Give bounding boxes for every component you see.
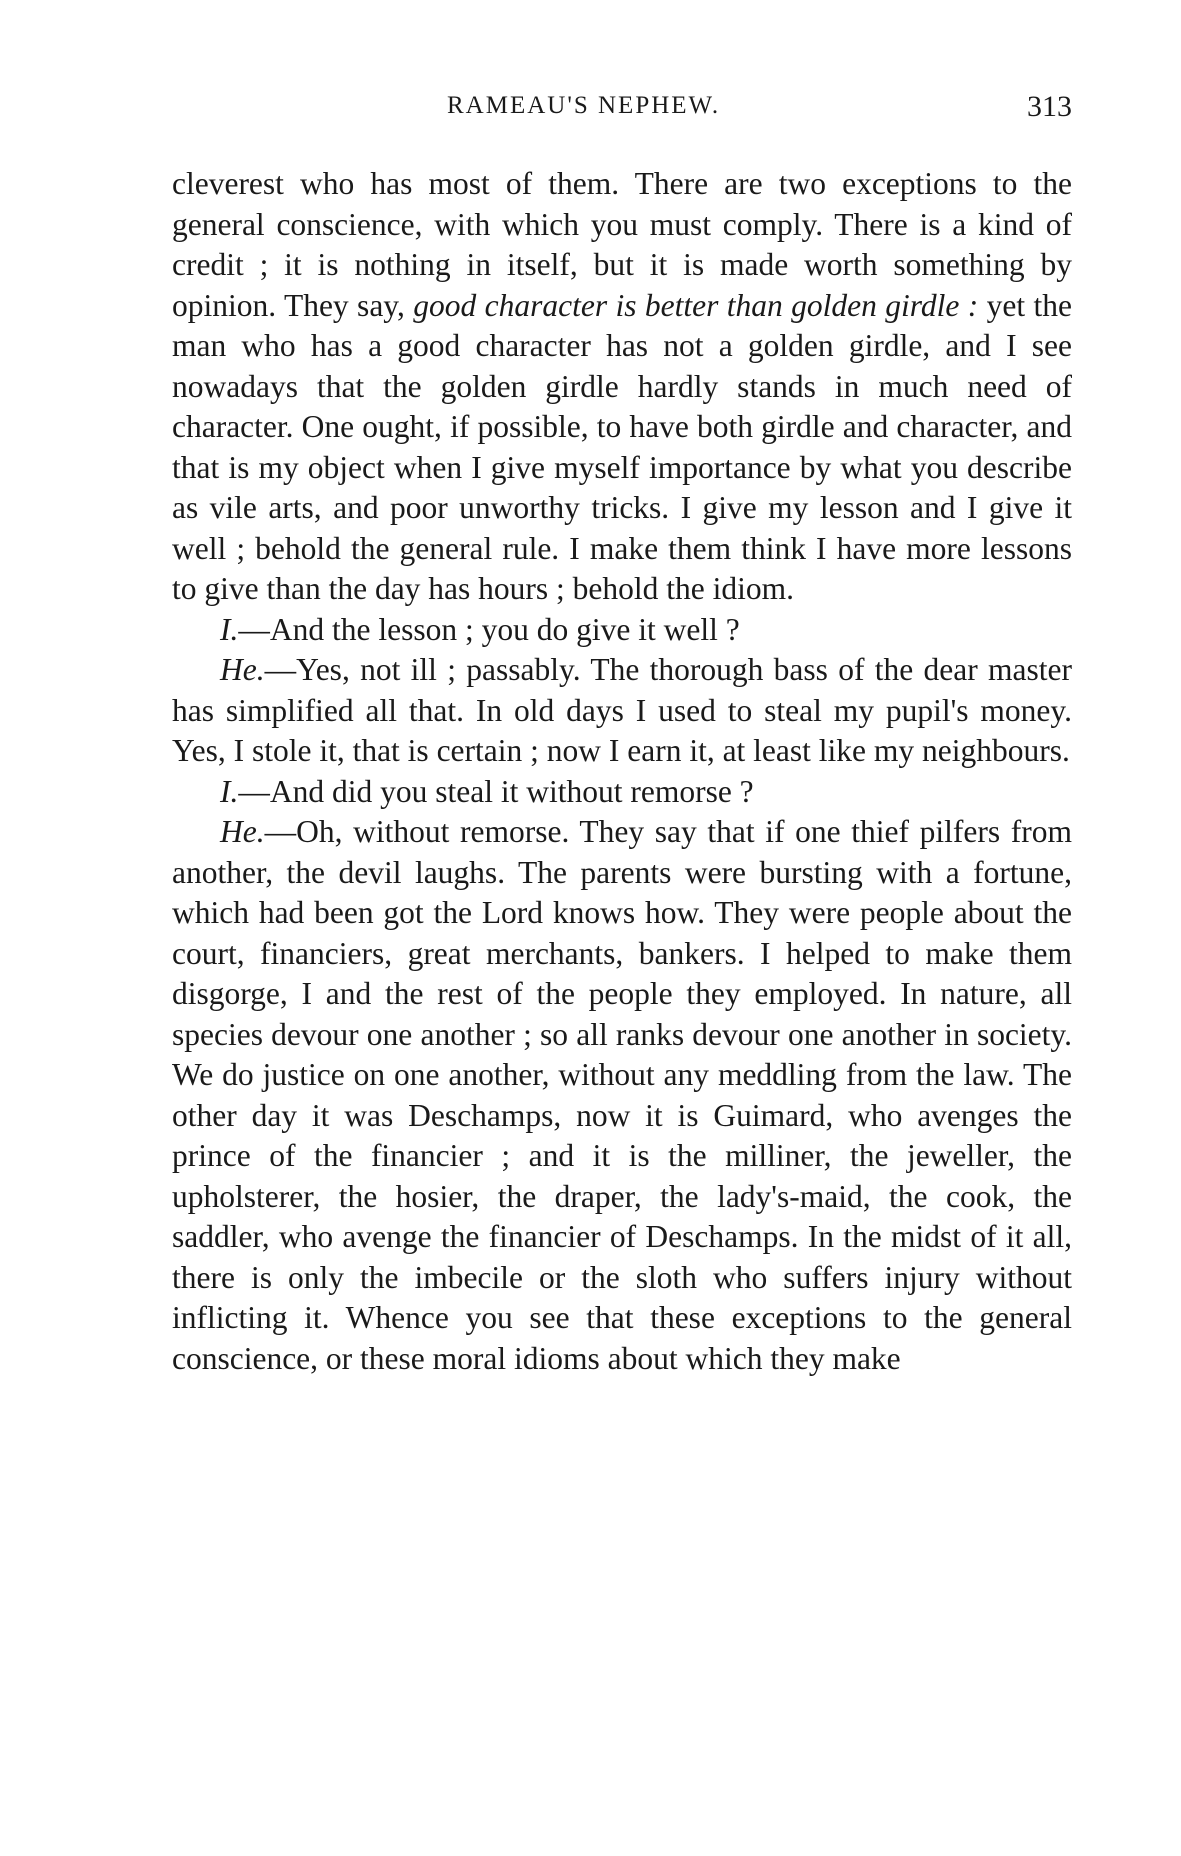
- dialogue-text: Yes, not ill ; passably. The thorough bass of the dear master has simplified all that. In old days I used to steal my pupil's money. Yes, I stole it, that is certain ; now I earn it, at least like my neighbours.: [172, 652, 1072, 768]
- speaker-dash: —: [264, 814, 297, 849]
- italic-quote: good character is better than golden girdle :: [413, 287, 979, 323]
- dialogue-text: And did you steal it without remorse ?: [269, 773, 754, 809]
- dialogue-paragraph: [172, 610, 1072, 651]
- page-number: 313: [1027, 90, 1072, 123]
- speaker-dash: —: [264, 652, 297, 687]
- dialogue-paragraph: [172, 650, 1072, 772]
- speaker-label: He.: [220, 814, 265, 849]
- speaker-dash: —: [238, 773, 270, 809]
- dialogue-paragraph: [172, 772, 1072, 813]
- running-title: RAMEAU'S NEPHEW.: [447, 92, 721, 119]
- text-segment: cleverest who has most of them. There are two exceptions to the general conscience, with which you must comply. There is a kind of credit ; it is nothing in itself, but it is made worth something by opinion. They say,: [172, 166, 1072, 323]
- text-segment: yet the man who has a good character has not a golden girdle, and I see nowadays that the golden girdle hardly stands in much need of character. One ought, if possible, to have both girdle and character, and that is my object when I give myself importance by what you describe as vile arts, and poor unworthy tricks. I give my lesson and I give it well ; behold the general rule. I make them think I have more lessons to give than the day has hours ; behold the idiom.: [172, 287, 1073, 606]
- body-text: [172, 164, 1072, 1379]
- page-header: [172, 92, 1072, 132]
- paragraph-continuation: [172, 164, 1072, 610]
- dialogue-paragraph: [172, 812, 1072, 1379]
- speaker-label: I.: [220, 773, 239, 809]
- speaker-label: I.: [220, 611, 239, 647]
- speaker-dash: —: [238, 611, 270, 647]
- speaker-label: He.: [220, 652, 265, 687]
- dialogue-text: Oh, without remorse. They say that if one thief pilfers from another, the devil laughs. The parents were bursting with a fortune, which had been got the Lord knows how. They were people about the court, financiers, great merchants, bankers. I helped to make them disgorge, I and the rest of the people they employed. In nature, all species devour one another ; so all ranks devour one another in society. We do justice on one another, without any meddling from the law. The other day it was Deschamps, now it is Guimard, who avenges the prince of the financier ; and it is the milliner, the jeweller, the upholsterer, the hosier, the draper, the lady's-maid, the cook, the saddler, who avenge the financier of Deschamps. In the midst of it all, there is only the imbecile or the sloth who suffers injury without inflicting it. Whence you see that these exceptions to the general conscience, or these moral idioms about which they make: [172, 814, 1072, 1376]
- dialogue-text: And the lesson ; you do give it well ?: [269, 611, 740, 647]
